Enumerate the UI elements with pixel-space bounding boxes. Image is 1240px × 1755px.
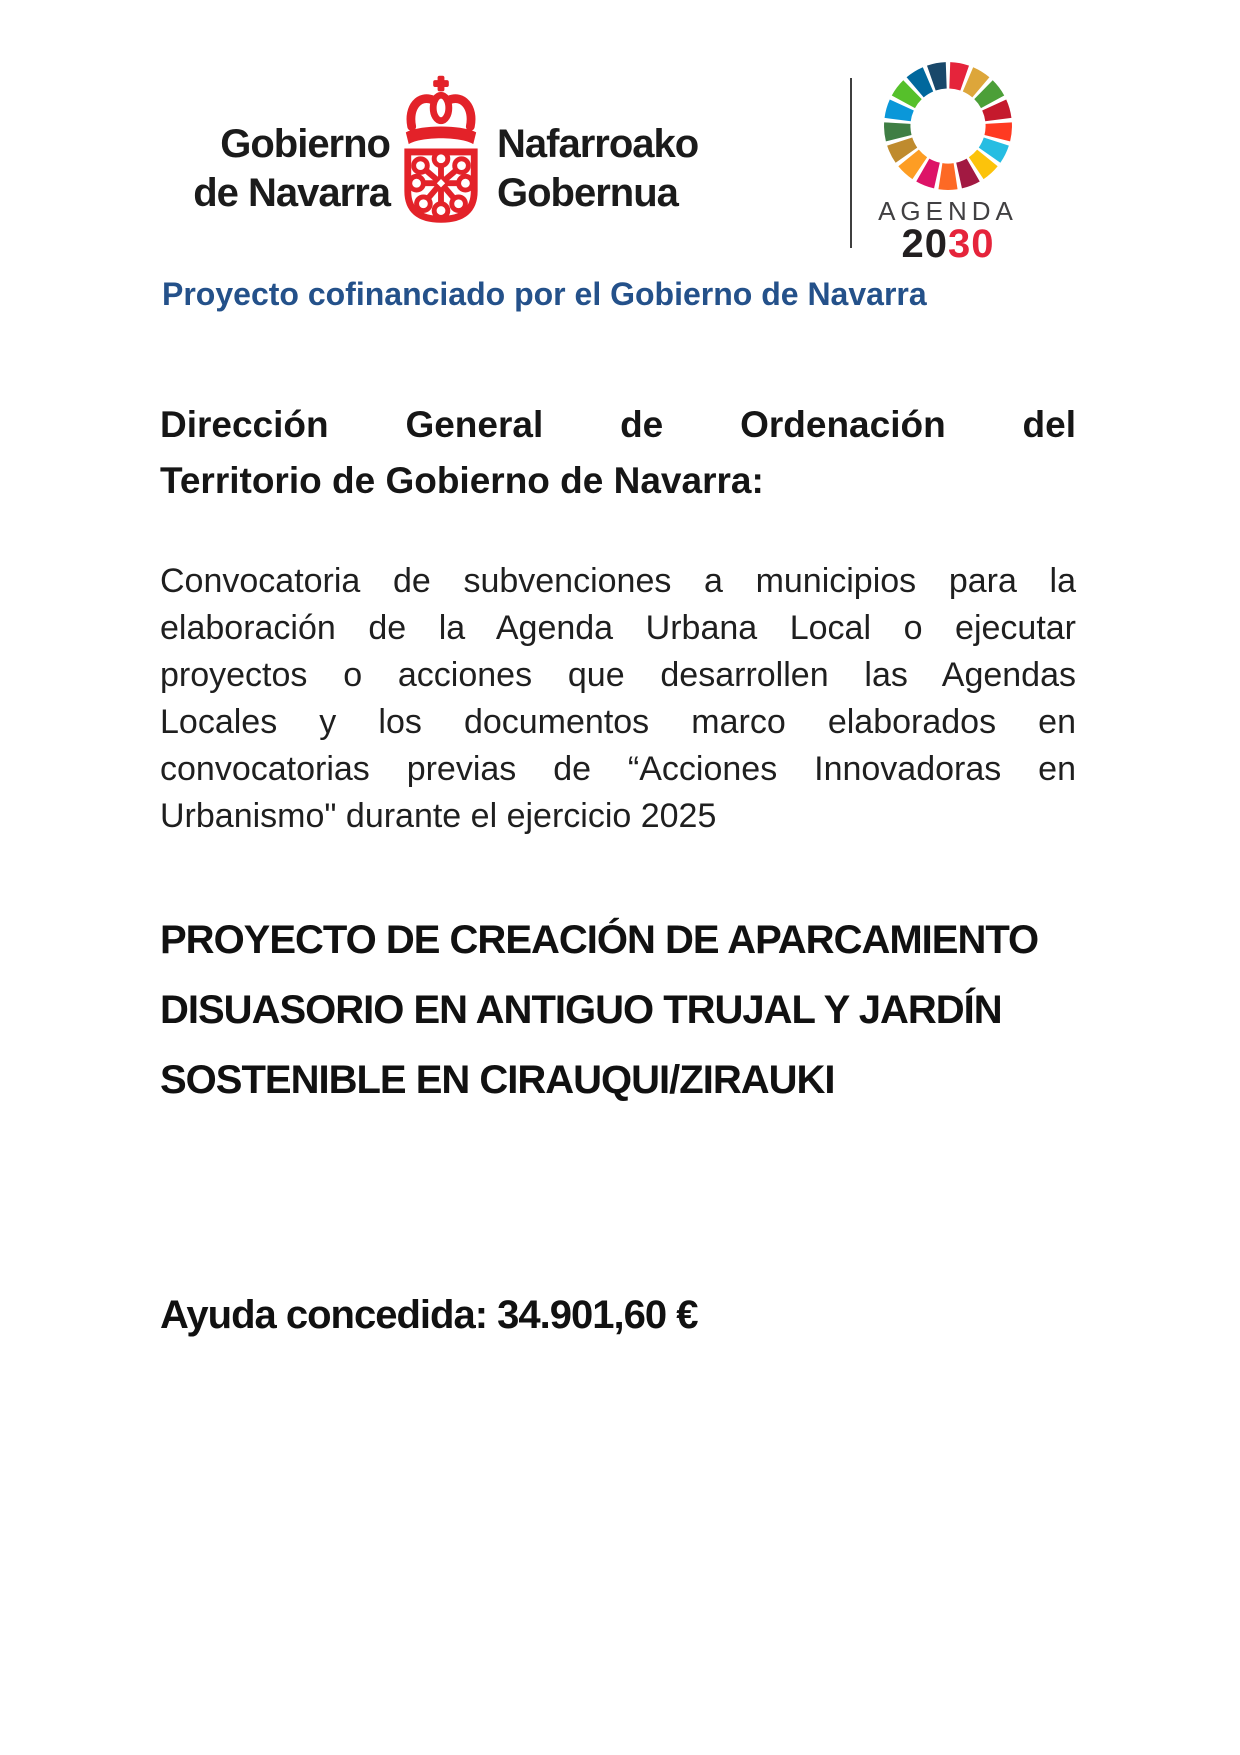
grant-amount-line: Ayuda concedida: 34.901,60 € <box>160 1293 698 1337</box>
project-title-line: PROYECTO DE CREACIÓN DE APARCAMIENTO <box>160 918 1039 962</box>
body-line: elaboración de la Agenda Urbana Local o ejecutar <box>160 609 1076 647</box>
agenda-year-red: 30 <box>948 222 995 266</box>
agenda-2030-year <box>876 222 1020 267</box>
agenda-2030-label: AGENDA <box>878 196 1018 226</box>
call-description-paragraph <box>160 558 1076 840</box>
agenda-year-dark: 20 <box>901 222 948 266</box>
nafarroako-gobernua-wordmark <box>497 120 757 218</box>
body-line: Convocatoria de subvenciones a municipios para la <box>160 562 1076 600</box>
logo-text-line: Nafarroako <box>497 122 699 166</box>
logo-text-line: Gobierno <box>220 122 390 166</box>
body-line: Urbanismo" durante el ejercicio 2025 <box>160 797 717 835</box>
body-line: convocatorias previas de “Acciones Innovadoras en <box>160 750 1076 788</box>
cofinancing-subtitle: Proyecto cofinanciado por el Gobierno de Navarra <box>162 276 927 312</box>
logo-text-line: Gobernua <box>497 171 678 215</box>
header-divider <box>850 78 852 248</box>
body-line: proyectos o acciones que desarrollen las Agendas <box>160 656 1076 694</box>
project-title-line: SOSTENIBLE EN CIRAUQUI/ZIRAUKI <box>160 1058 835 1102</box>
project-title-line: DISUASORIO EN ANTIGUO TRUJAL Y JARDÍN <box>160 988 1002 1032</box>
sdg-wheel-icon <box>882 60 1014 192</box>
section-heading <box>160 397 1076 509</box>
logo-text-line: de Navarra <box>193 171 390 215</box>
navarra-coat-of-arms-icon <box>398 74 484 224</box>
sdg-wheel-segment <box>938 163 957 190</box>
project-title <box>160 905 1120 1115</box>
heading-line: Dirección General de Ordenación del <box>160 404 1076 445</box>
sdg-wheel-segment <box>884 122 911 141</box>
gobierno-de-navarra-wordmark <box>150 120 390 218</box>
sdg-wheel-segment <box>984 122 1011 141</box>
heading-line: Territorio de Gobierno de Navarra: <box>160 460 764 501</box>
body-line: Locales y los documentos marco elaborados en <box>160 703 1076 741</box>
